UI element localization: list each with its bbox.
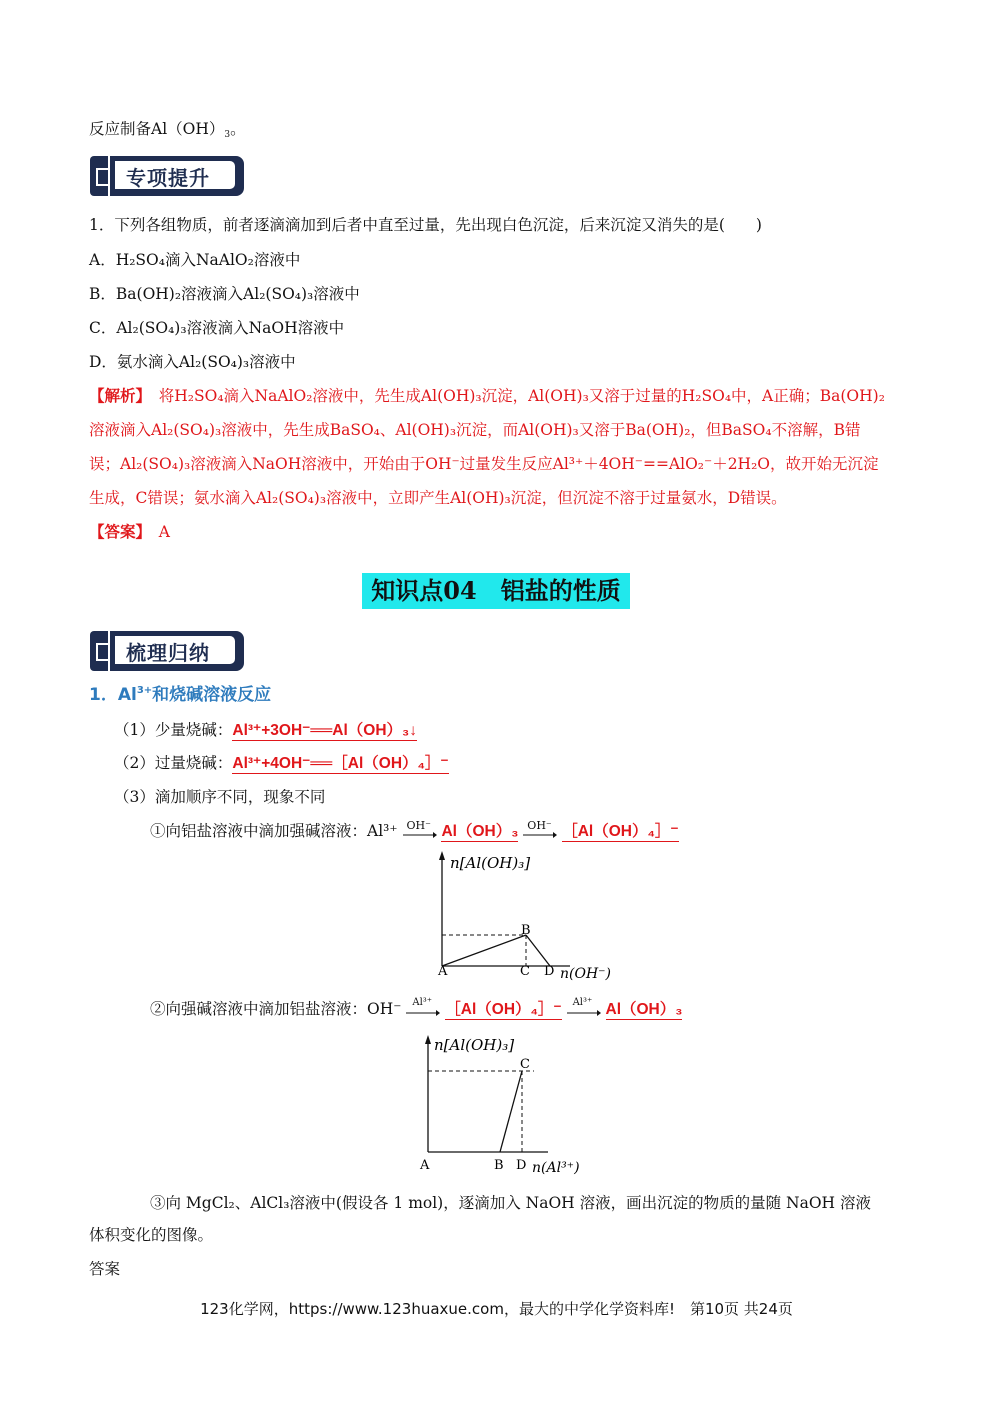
graph-1 — [420, 848, 620, 983]
graph-2-ylabel: n[Al(OH)₃] — [434, 1036, 515, 1054]
graph-2 — [410, 1030, 610, 1180]
analysis-line-2: 溶液滴入Al₂(SO₄)₃溶液中，先生成BaSO₄、Al(OH)₃沉淀，而Al(OH)₃又溶于Ba(OH)₂，但BaSO₄不溶解，B错 — [89, 421, 861, 439]
reaction-arrow: OH⁻ — [523, 823, 557, 841]
sub-item-3-line-2: 体积变化的图像。 — [89, 1226, 214, 1244]
reaction-arrow: OH⁻ — [403, 823, 437, 841]
sub-item-2: ②向强碱溶液中滴加铝盐溶液：OH⁻ Al³⁺ ［Al（OH）₄］⁻ Al³⁺ Al（OH）₃ — [150, 997, 683, 1018]
graph-2-xlabel: n(Al³⁺) — [532, 1160, 580, 1176]
svg-text:D: D — [544, 964, 555, 979]
analysis-line-3: 误；Al₂(SO₄)₃溶液滴入NaOH溶液中，开始由于OH⁻过量发生反应Al³⁺＋4OH⁻==AlO₂⁻＋2H₂O，故开始无沉淀 — [89, 455, 879, 473]
reaction-arrow: Al³⁺ — [567, 1001, 601, 1019]
question-stem: 1．下列各组物质，前者逐滴滴加到后者中直至过量，先出现白色沉淀，后来沉淀又消失的是( ) — [89, 216, 762, 234]
svg-text:A: A — [438, 964, 448, 979]
svg-text:C: C — [520, 1057, 530, 1072]
page-footer: 123化学网，https://www.123huaxue.com，最大的中学化学资料库! 第10页 共24页 — [200, 1300, 793, 1318]
svg-text:B: B — [521, 923, 531, 938]
item-3: （3）滴加顺序不同，现象不同 — [114, 788, 326, 806]
intro-text: 反应制备$Al(OH)_3$。 — [89, 120, 246, 140]
section-badge-summary — [90, 631, 248, 671]
section-badge-special — [90, 156, 248, 196]
graph-1-ylabel: n[Al(OH)₃] — [450, 854, 531, 872]
graph-1-xlabel: n(OH⁻) — [560, 966, 612, 982]
option-b: B．Ba(OH)₂溶液滴入Al₂(SO₄)₃溶液中 — [89, 285, 360, 303]
option-c: C．Al₂(SO₄)₃溶液滴入NaOH溶液中 — [89, 319, 345, 337]
knowledge-point-title: 知识点04 铝盐的性质 — [362, 573, 630, 609]
sub-item-1: ①向铝盐溶液中滴加强碱溶液：Al³⁺ OH⁻ Al（OH）₃ OH⁻ ［Al（OH）₄］⁻ — [150, 819, 679, 840]
svg-text:A: A — [420, 1158, 430, 1173]
svg-text:B: B — [494, 1158, 504, 1173]
option-d: D．氨水滴入Al₂(SO₄)₃溶液中 — [89, 353, 296, 371]
answer-line: 【答案】 A — [89, 522, 170, 541]
svg-text:D: D — [516, 1158, 527, 1173]
option-a: A．H₂SO₄滴入NaAlO₂溶液中 — [89, 251, 301, 269]
sub-item-3-line-1: ③向 MgCl₂、AlCl₃溶液中(假设各 1 mol)，逐滴加入 NaOH 溶液，画出沉淀的物质的量随 NaOH 溶液 — [150, 1194, 871, 1212]
answer-word: 答案 — [89, 1260, 121, 1278]
analysis-line-1: 【解析】 将H₂SO₄滴入NaAlO₂溶液中，先生成Al(OH)₃沉淀，Al(OH)₃又溶于过量的H₂SO₄中，A正确；Ba(OH)₂ — [89, 386, 885, 405]
reaction-arrow: Al³⁺ — [406, 1001, 440, 1019]
svg-text:C: C — [520, 964, 530, 979]
analysis-line-4: 生成，C错误；氨水滴入Al₂(SO₄)₃溶液中，立即产生Al(OH)₃沉淀，但沉淀不溶于过量氨水，D错误。 — [89, 489, 787, 507]
section-heading: 1．$Al^{3+}$和烧碱溶液反应 — [89, 685, 272, 705]
item-1: （1）少量烧碱：Al³⁺+3OH⁻══Al（OH）₃↓ — [114, 721, 417, 739]
item-2: （2）过量烧碱：Al³⁺+4OH⁻══［Al（OH）₄］⁻ — [114, 754, 449, 772]
badge-label: 专项提升 — [126, 166, 210, 190]
badge-label: 梳理归纳 — [126, 641, 210, 665]
